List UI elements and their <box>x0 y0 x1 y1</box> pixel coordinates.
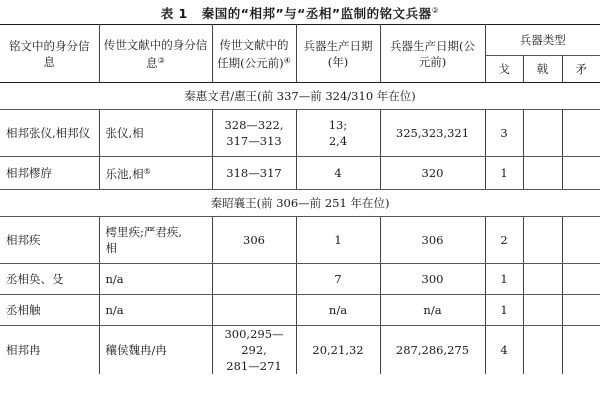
cell-year: 4 <box>296 157 380 190</box>
section-title: 秦昭襄王(前 306—前 251 年在位) <box>0 190 600 217</box>
cell-ge: 2 <box>485 217 523 264</box>
cell-mao <box>562 217 600 264</box>
footnote-marker: ④ <box>283 55 291 65</box>
col-header-ji: 戟 <box>523 56 562 83</box>
col-header-transmitted: 传世文献中的身分信息③ <box>99 25 212 83</box>
cell-transmitted: 张仪,相 <box>99 110 212 157</box>
cell-mao <box>562 264 600 295</box>
cell-identity: 丞相奂、殳 <box>0 264 99 295</box>
cell-mao <box>562 157 600 190</box>
table-row <box>0 326 600 375</box>
cell-year: n/a <box>296 295 380 326</box>
cell-term: 328—322, 317—313 <box>212 110 296 157</box>
table-number: 表 1 <box>160 6 188 21</box>
cell-ge: 3 <box>485 110 523 157</box>
cell-bce: n/a <box>380 295 485 326</box>
cell-identity: 相邦张仪,相邦仪 <box>0 110 99 157</box>
cell-year: 20,21,32 <box>296 326 380 375</box>
cell-term: 318—317 <box>212 157 296 190</box>
caption-footnote-marker: ② <box>431 6 440 15</box>
cell-ji <box>523 217 562 264</box>
table-row <box>0 264 600 295</box>
section-row <box>0 190 600 217</box>
cell-transmitted: 樗里疾;严君疾, 相 <box>99 217 212 264</box>
cell-ji <box>523 326 562 375</box>
table-caption <box>0 0 600 22</box>
cell-term <box>212 264 296 295</box>
cell-bce: 325,323,321 <box>380 110 485 157</box>
cell-term: 306 <box>212 217 296 264</box>
table-title: 秦国的“相邦”与“丞相”监制的铭文兵器 <box>201 6 432 21</box>
cell-transmitted: 乐池,相⑤ <box>99 157 212 190</box>
cell-ge: 1 <box>485 264 523 295</box>
cell-ji <box>523 157 562 190</box>
cell-bce: 300 <box>380 264 485 295</box>
cell-ji <box>523 110 562 157</box>
col-header-ge: 戈 <box>485 56 523 83</box>
cell-bce: 306 <box>380 217 485 264</box>
cell-identity: 相邦疾 <box>0 217 99 264</box>
col-header-date-year: 兵器生产日期(年) <box>296 25 380 83</box>
cell-mao <box>562 110 600 157</box>
weapons-table <box>0 24 600 374</box>
section-row <box>0 83 600 110</box>
section-title: 秦惠文君/惠王(前 337—前 324/310 年在位) <box>0 83 600 110</box>
cell-ji <box>523 264 562 295</box>
cell-transmitted: 穰侯魏冉/冉 <box>99 326 212 375</box>
cell-ge: 1 <box>485 157 523 190</box>
cell-year: 1 <box>296 217 380 264</box>
col-header-date-bce: 兵器生产日期(公元前) <box>380 25 485 83</box>
cell-term: 300,295—292, 281—271 <box>212 326 296 375</box>
col-header-mao: 矛 <box>562 56 600 83</box>
table-row <box>0 217 600 264</box>
cell-mao <box>562 326 600 375</box>
header-row-1 <box>0 25 600 56</box>
cell-identity: 相邦樛斿 <box>0 157 99 190</box>
cell-ge: 1 <box>485 295 523 326</box>
cell-mao <box>562 295 600 326</box>
cell-identity: 丞相触 <box>0 295 99 326</box>
table-row <box>0 110 600 157</box>
cell-bce: 320 <box>380 157 485 190</box>
cell-identity: 相邦冉 <box>0 326 99 375</box>
cell-ge: 4 <box>485 326 523 375</box>
table-row <box>0 295 600 326</box>
cell-year: 7 <box>296 264 380 295</box>
cell-bce: 287,286,275 <box>380 326 485 375</box>
footnote-marker: ⑤ <box>143 167 151 176</box>
cell-term <box>212 295 296 326</box>
col-header-weapon-type: 兵器类型 <box>485 25 600 56</box>
table-row <box>0 157 600 190</box>
col-header-identity: 铭文中的身分信息 <box>0 25 99 83</box>
cell-transmitted: n/a <box>99 295 212 326</box>
footnote-marker: ③ <box>157 55 165 65</box>
cell-transmitted: n/a <box>99 264 212 295</box>
col-header-term: 传世文献中的任期(公元前)④ <box>212 25 296 83</box>
cell-year: 13; 2,4 <box>296 110 380 157</box>
cell-ji <box>523 295 562 326</box>
